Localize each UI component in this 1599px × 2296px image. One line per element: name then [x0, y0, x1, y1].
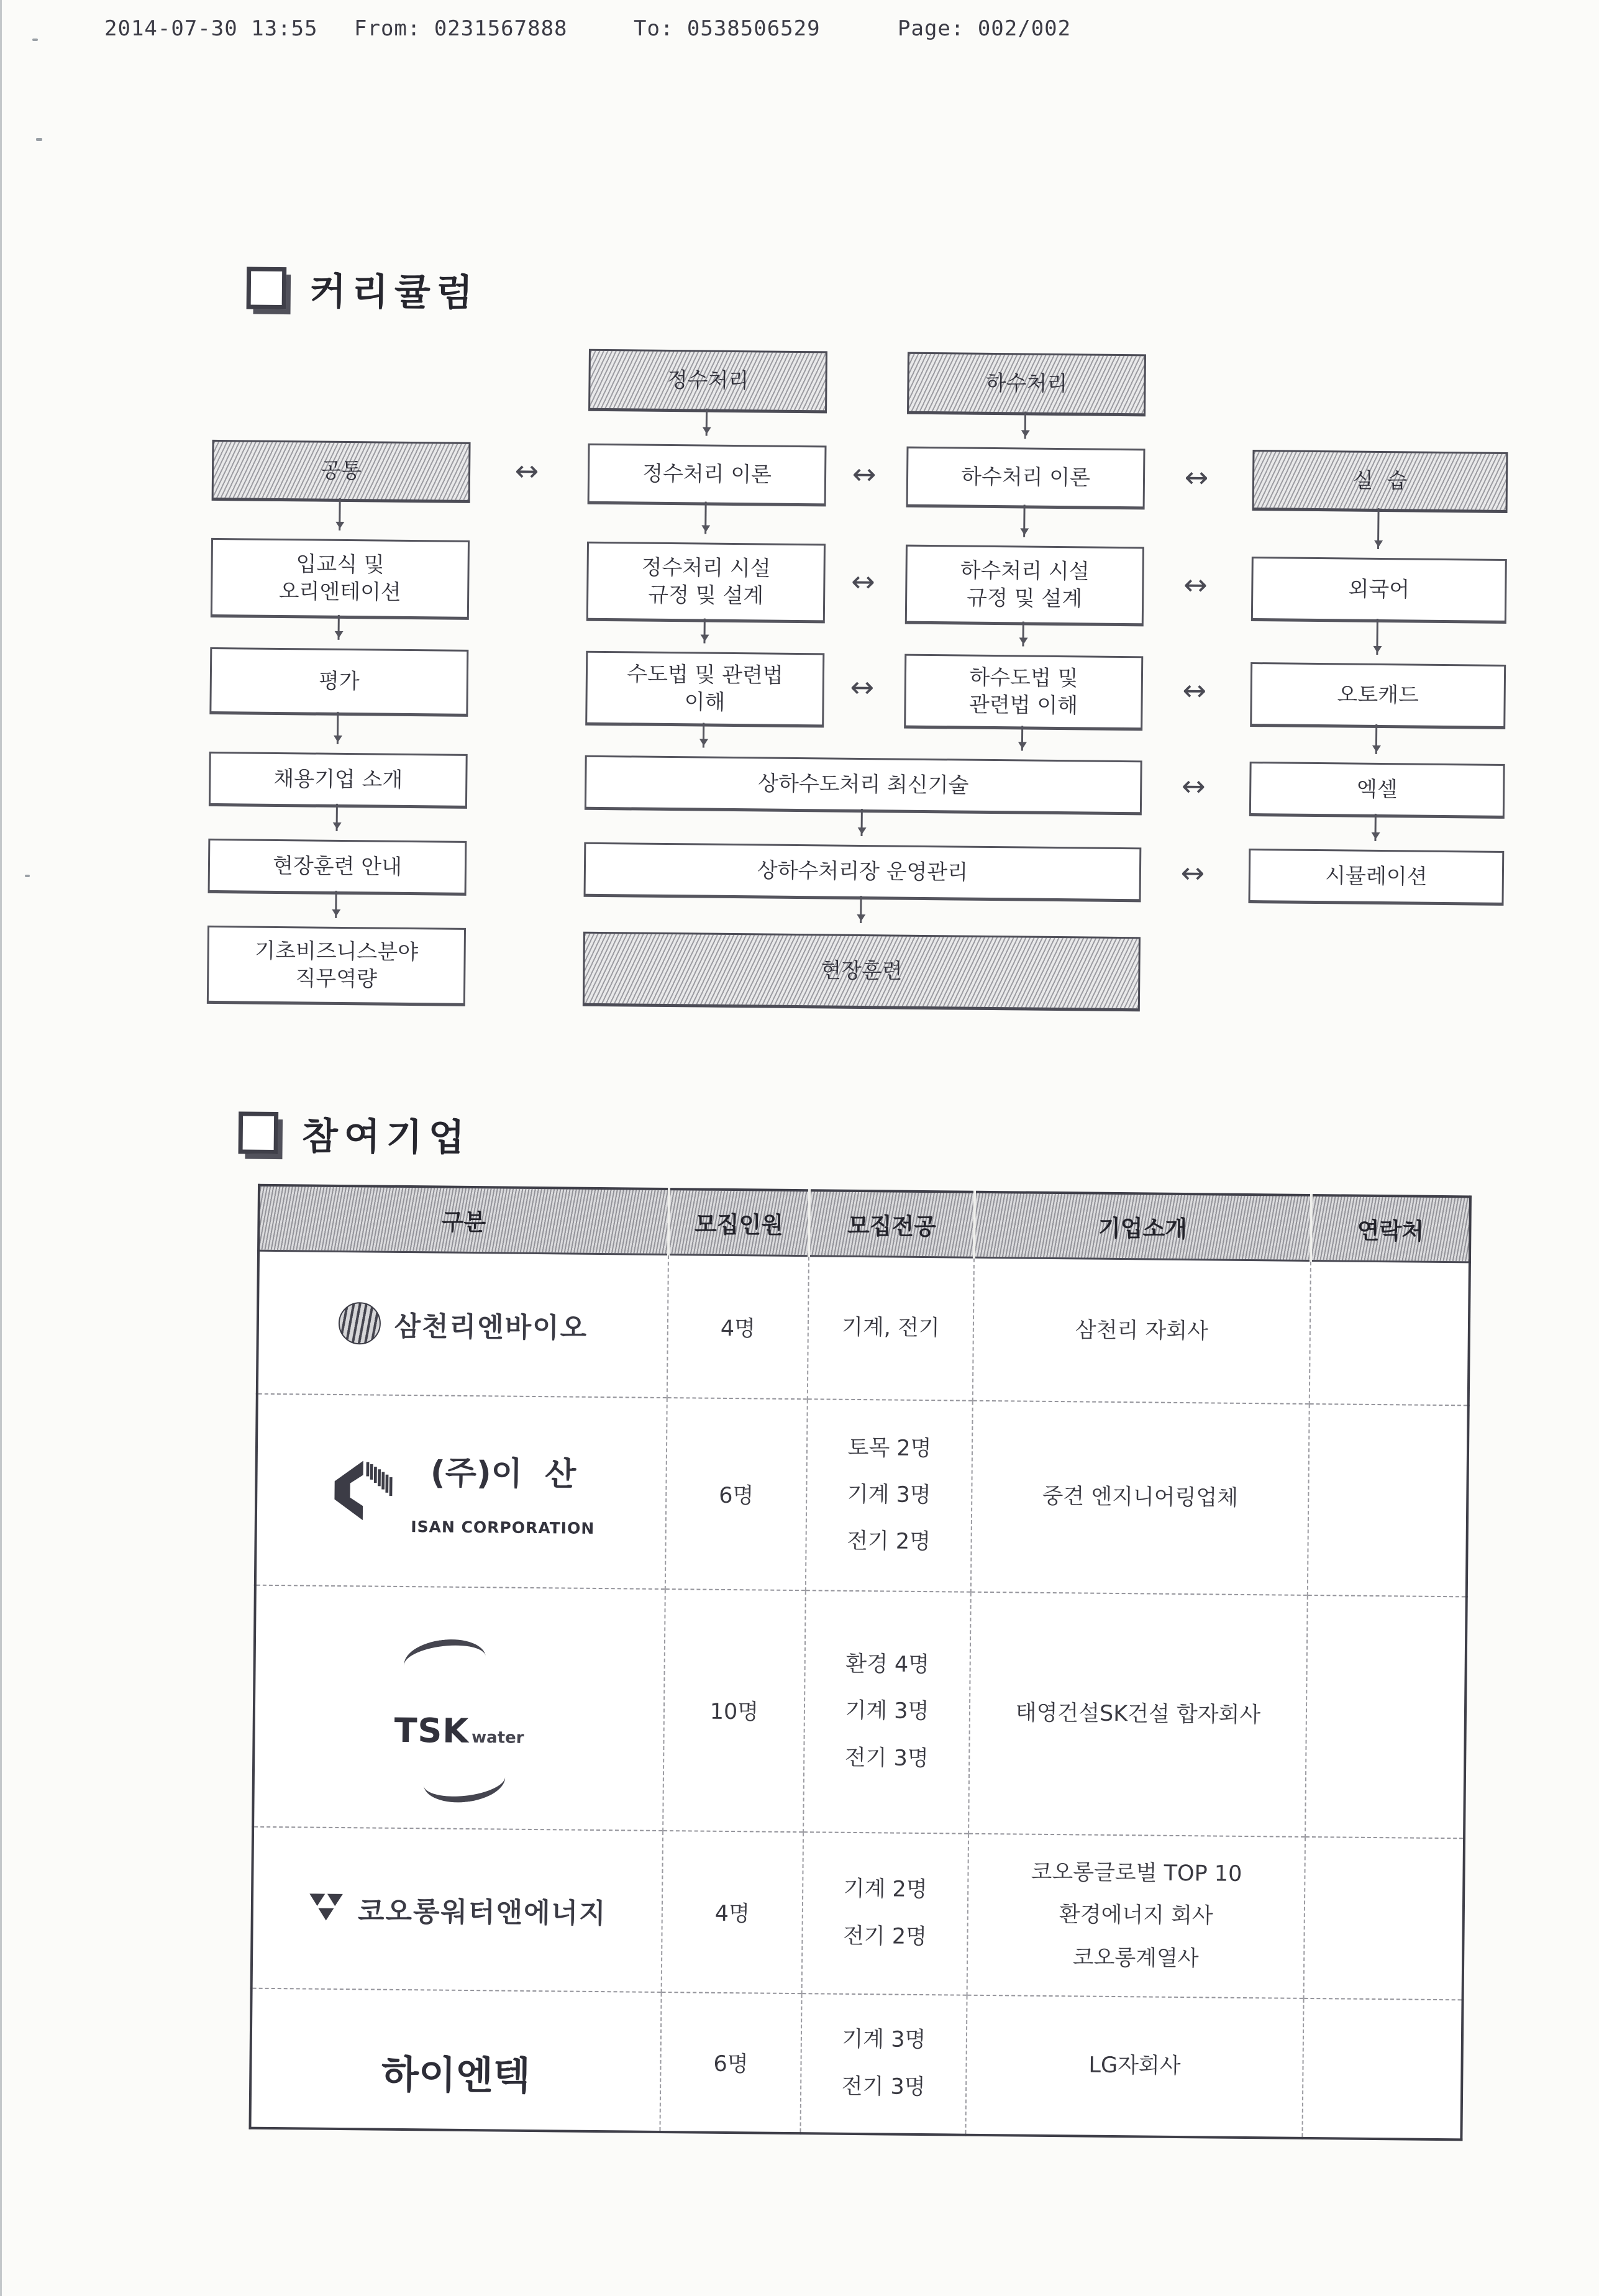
hyentek-logo: [252, 2018, 660, 2102]
flow-box-autocad: [1250, 662, 1506, 729]
company-cell: [253, 1585, 665, 1830]
flow-box-practice: [1252, 450, 1508, 513]
tsk-water-logo: [393, 1612, 525, 1828]
down-arrow-icon: [1022, 621, 1024, 646]
fax-page-count: Page: 002/002: [898, 16, 1072, 41]
company-name: 하이엔텍: [381, 2051, 531, 2098]
flow-box-water-theory: [588, 444, 827, 507]
col-header-intro: 기업소개: [974, 1192, 1311, 1261]
table-header-row: [258, 1185, 1470, 1262]
down-arrow-icon: [706, 409, 708, 436]
company-cell: [250, 1988, 661, 2131]
table-row: [252, 1826, 1464, 2000]
flow-box-company-intro: [209, 752, 468, 809]
count-cell: 4명: [667, 1255, 809, 1399]
down-arrow-icon: [339, 498, 340, 531]
double-arrow-icon: ↔: [850, 670, 875, 704]
majors-cell: 토목 2명 기계 3명 전기 2명: [806, 1399, 973, 1592]
col-header-contact: 연락처: [1311, 1195, 1470, 1262]
fax-datetime: 2014-07-30 13:55: [104, 16, 318, 41]
globe-icon: [338, 1302, 381, 1345]
down-arrow-icon: [703, 723, 704, 748]
contact-cell: [1305, 1595, 1467, 1838]
flow-box-evaluation: [209, 647, 468, 717]
down-arrow-icon: [337, 712, 339, 744]
companies-section-title: [238, 1106, 471, 1162]
companies-table: [248, 1184, 1472, 2141]
majors-cell: 기계, 전기: [808, 1256, 974, 1401]
checkbox-icon: [247, 266, 287, 309]
flow-box-label: 수도법 및 관련법 이해: [627, 662, 783, 715]
flow-box-orientation: [211, 538, 470, 620]
contact-cell: [1310, 1260, 1470, 1405]
section-title-text: 참여기업: [301, 1114, 471, 1160]
flow-box-latest-tech: [585, 755, 1142, 816]
flow-box-simulation: [1248, 849, 1504, 906]
count-cell: 6명: [660, 1992, 801, 2133]
kolon-water-energy-logo: [254, 1887, 662, 1931]
flow-box-field-training-guide: [208, 839, 467, 896]
flow-box-label: 정수처리 시설 규정 및 설계: [641, 555, 771, 609]
flow-box-label: 하수처리 시설 규정 및 설계: [960, 558, 1090, 612]
flow-box-label: 채용기업 소개: [273, 766, 403, 793]
table-row: [253, 1585, 1467, 1838]
intro-cell: LG자회사: [965, 1995, 1303, 2138]
col-header-majors: 모집전공: [809, 1190, 975, 1257]
double-arrow-icon: ↔: [1180, 855, 1205, 890]
down-arrow-icon: [1374, 814, 1376, 841]
isan-logo: [257, 1419, 665, 1562]
flow-box-label: 오토캐드: [1337, 682, 1419, 708]
flow-box-label: 하수처리 이론: [960, 464, 1091, 491]
company-name: 삼천리엔바이오: [394, 1310, 588, 1344]
down-arrow-icon: [703, 619, 705, 644]
flow-box-sewage-theory: [906, 447, 1146, 510]
section-title-text: 커리큘럼: [309, 270, 480, 316]
isan-mark-icon: [327, 1457, 398, 1523]
count-cell: 10명: [663, 1589, 806, 1832]
double-arrow-icon: ↔: [852, 457, 877, 491]
flow-box-label: 실 습: [1352, 468, 1408, 494]
down-arrow-icon: [1377, 508, 1380, 549]
down-arrow-icon: [336, 804, 338, 831]
flow-box-label: 시뮬레이션: [1325, 863, 1428, 890]
flow-box-water-facility: [586, 542, 826, 624]
flow-box-label: 현장훈련: [821, 958, 903, 984]
flow-box-foreign-language: [1251, 557, 1507, 624]
intro-cell: 태영건설SK건설 합자회사: [968, 1592, 1308, 1836]
flow-box-business-competency: [207, 926, 466, 1006]
intro-cell: 중견 엔지니어링업체: [971, 1400, 1310, 1595]
contact-cell: [1302, 1998, 1462, 2139]
company-name: 코오롱워터앤에너지: [357, 1895, 607, 1929]
flow-box-label: 상하수처리장 운영관리: [757, 858, 968, 885]
kolon-triangles-icon: [308, 1892, 344, 1924]
down-arrow-icon: [1023, 504, 1025, 537]
double-arrow-icon: ↔: [1184, 460, 1209, 494]
samchully-enbio-logo: [260, 1301, 667, 1347]
flow-box-label: 기초비즈니스분야 직무역량: [255, 938, 419, 992]
company-cell: [257, 1250, 668, 1397]
down-arrow-icon: [1375, 724, 1377, 754]
majors-cell: 기계 3명 전기 3명: [800, 1993, 967, 2135]
majors-cell: 기계 2명 전기 2명: [802, 1832, 968, 1995]
flow-box-field-training: [583, 932, 1141, 1012]
flow-box-label: 정수처리: [667, 367, 749, 394]
checkbox-icon: [239, 1111, 279, 1154]
contact-cell: [1304, 1836, 1464, 1999]
flow-box-excel: [1249, 762, 1505, 819]
flow-box-common: [212, 440, 471, 503]
contact-cell: [1308, 1403, 1469, 1596]
fax-from: From: 0231567888: [354, 16, 568, 41]
double-arrow-icon: ↔: [1181, 768, 1206, 803]
swoosh-icon: [401, 1635, 486, 1673]
flow-box-label: 현장훈련 안내: [272, 853, 403, 880]
flow-box-sewage-facility: [905, 545, 1144, 627]
col-header-category: 구분: [258, 1185, 669, 1255]
fax-to: To: 0538506529: [634, 16, 821, 41]
down-arrow-icon: [860, 896, 862, 923]
double-arrow-icon: ↔: [1182, 673, 1207, 708]
down-arrow-icon: [337, 615, 339, 640]
curriculum-section-title: [247, 261, 480, 317]
flow-box-sewage-law: [904, 654, 1143, 731]
flow-box-label: 정수처리 이론: [642, 461, 772, 488]
double-arrow-icon: ↔: [514, 453, 539, 488]
flow-box-water-header: [588, 349, 827, 414]
flow-box-label: 외국어: [1348, 576, 1410, 603]
company-sub-name: ISAN CORPORATION: [411, 1517, 595, 1538]
company-name: TSK: [394, 1710, 470, 1751]
intro-cell: 삼천리 자회사: [973, 1257, 1311, 1403]
table-row: [250, 1988, 1462, 2139]
swoosh-icon: [422, 1769, 507, 1806]
flow-box-sewage-header: [907, 352, 1146, 417]
flow-box-label: 입교식 및 오리엔테이션: [278, 552, 401, 605]
flow-box-label: 상하수도처리 최신기술: [757, 771, 969, 798]
company-cell: [255, 1393, 667, 1588]
count-cell: 6명: [665, 1398, 808, 1590]
majors-cell: 환경 4명 기계 3명 전기 3명: [803, 1590, 971, 1834]
down-arrow-icon: [1376, 619, 1378, 655]
intro-cell: 코오롱글로벌 TOP 10 환경에너지 회사 코오롱계열사: [967, 1833, 1305, 1998]
table-row: [257, 1250, 1470, 1405]
double-arrow-icon: ↔: [1183, 567, 1208, 602]
flow-box-label: 평가: [318, 668, 360, 695]
flow-box-plant-operation: [584, 842, 1142, 903]
flow-box-label: 하수도법 및 관련법 이해: [968, 665, 1078, 719]
double-arrow-icon: ↔: [850, 564, 875, 599]
flow-box-label: 공통: [321, 458, 362, 484]
flow-box-water-law: [585, 651, 824, 728]
down-arrow-icon: [704, 502, 706, 534]
down-arrow-icon: [860, 809, 862, 836]
company-name: (주)이 산: [430, 1454, 576, 1493]
count-cell: 4명: [662, 1831, 803, 1993]
down-arrow-icon: [1024, 411, 1026, 439]
flow-box-label: 하수처리: [985, 370, 1068, 397]
company-cell: [252, 1826, 663, 1992]
down-arrow-icon: [1021, 726, 1023, 750]
company-sub-name: water: [471, 1728, 524, 1747]
down-arrow-icon: [335, 891, 337, 918]
table-row: [255, 1393, 1469, 1597]
flow-box-label: 엑셀: [1356, 777, 1398, 803]
col-header-count: 모집인원: [668, 1189, 809, 1256]
